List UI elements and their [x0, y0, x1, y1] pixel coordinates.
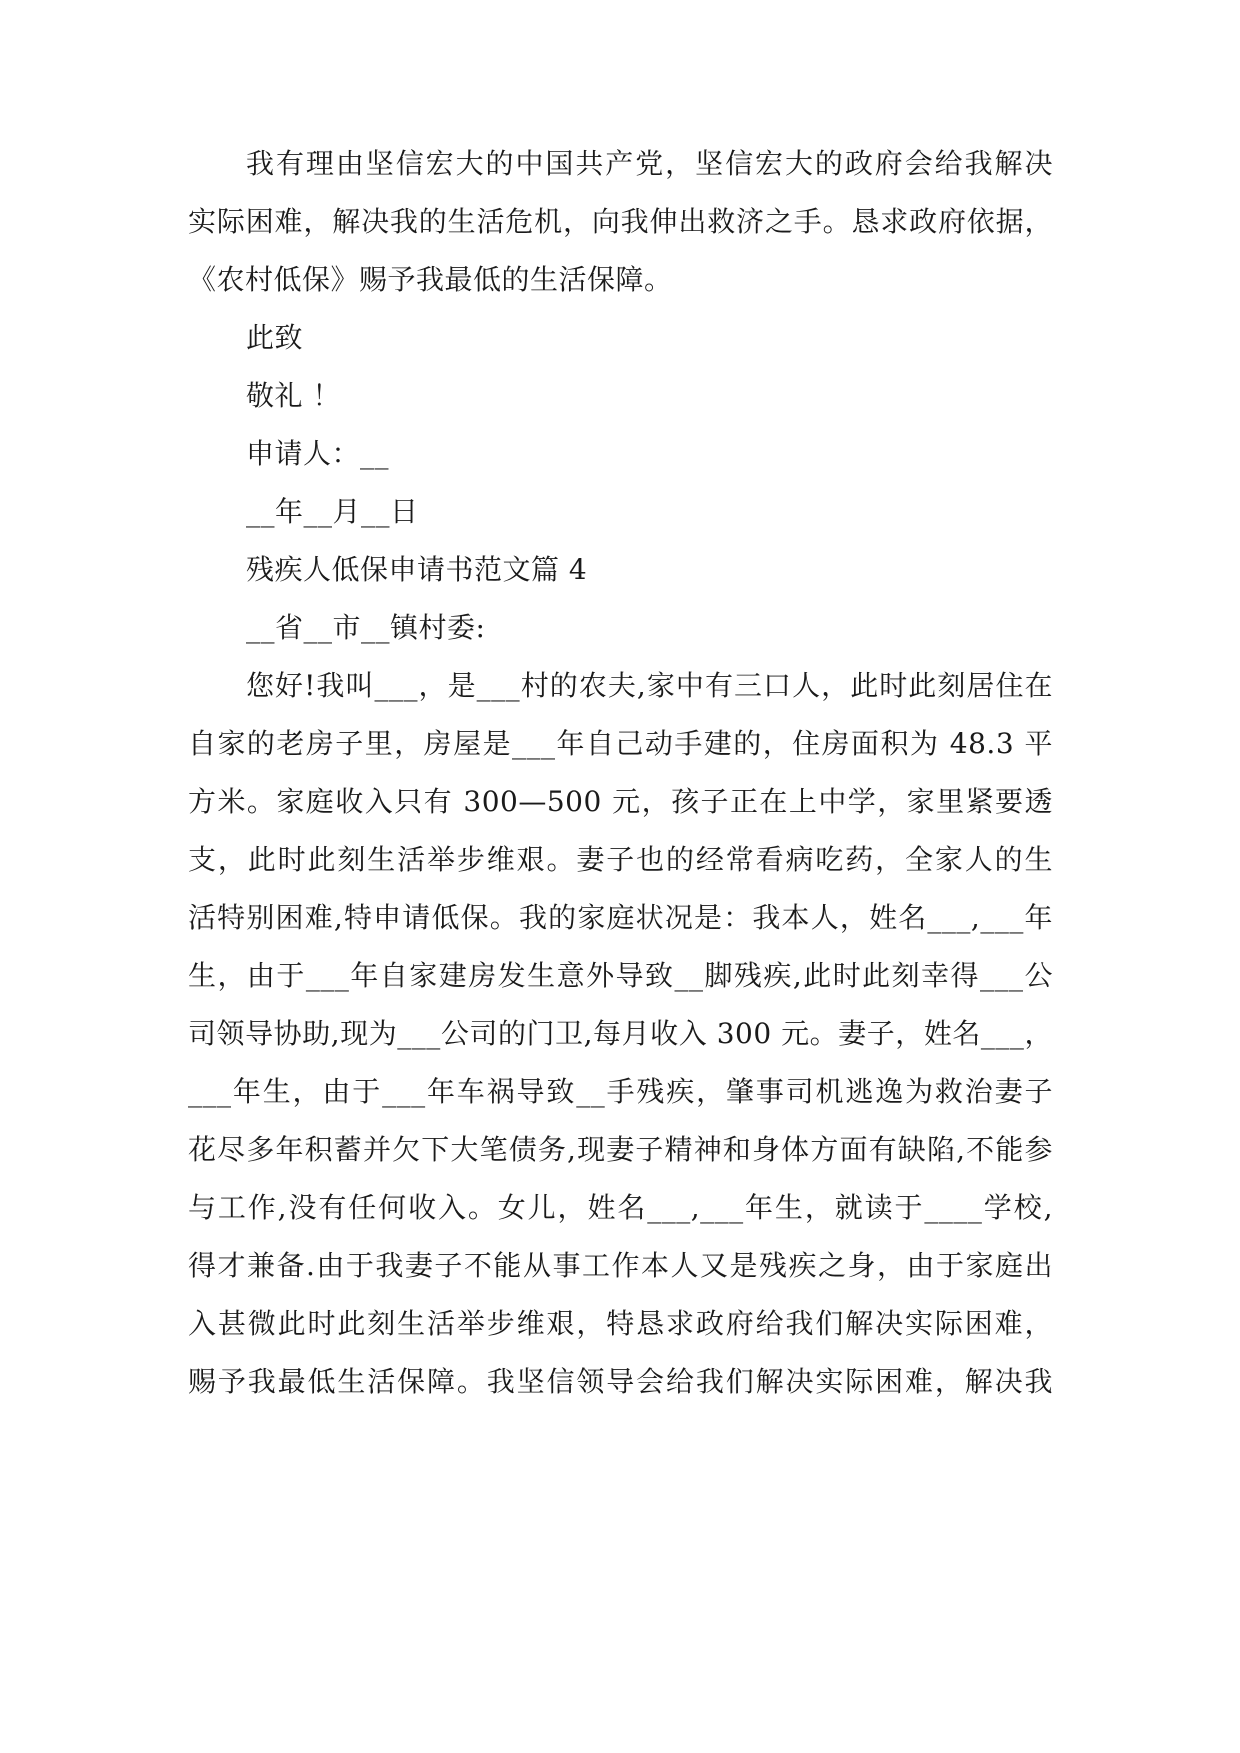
paragraph-line: 入甚微此时此刻生活举步维艰，特恳求政府给我们解决实际困难，: [188, 1307, 1053, 1340]
paragraph-line: ___年生，由于___年车祸导致__手残疾，肇事司机逃逸为救治妻子: [188, 1075, 1053, 1108]
paragraph-line: 支，此时此刻生活举步维艰。妻子也的经常看病吃药，全家人的生: [188, 843, 1053, 876]
paragraph-line: 活特别困难,特申请低保。我的家庭状况是：我本人，姓名___,___年: [188, 901, 1053, 934]
salutation-line: 此致: [246, 321, 304, 354]
applicant-line: 申请人：__: [246, 437, 390, 470]
paragraph-line: 方米。家庭收入只有 300—500 元，孩子正在上中学，家里紧要透: [188, 785, 1053, 818]
section-heading: 残疾人低保申请书范文篇 4: [246, 553, 588, 586]
paragraph-line: 得才兼备.由于我妻子不能从事工作本人又是残疾之身，由于家庭出: [188, 1249, 1053, 1282]
paragraph-line: 生，由于___年自家建房发生意外导致__脚残疾,此时此刻幸得___公: [188, 959, 1053, 992]
paragraph-line: 花尽多年积蓄并欠下大笔债务,现妻子精神和身体方面有缺陷,不能参: [188, 1133, 1053, 1166]
paragraph-line: 我有理由坚信宏大的中国共产党，坚信宏大的政府会给我解决: [246, 147, 1053, 180]
salutation-line: 敬礼 ！: [246, 379, 341, 412]
paragraph-line: 司领导协助,现为___公司的门卫,每月收入 300 元。妻子，姓名___，: [188, 1017, 1053, 1050]
addressee-line: __省__市__镇村委:: [246, 611, 486, 644]
paragraph-line: 与工作,没有任何收入。女儿，姓名___,___年生，就读于____学校,: [188, 1191, 1053, 1224]
date-line: __年__月__日: [246, 495, 419, 528]
paragraph-line: 赐予我最低生活保障。我坚信领导会给我们解决实际困难，解决我: [188, 1365, 1053, 1398]
paragraph-line: 您好!我叫___，是___村的农夫,家中有三口人，此时此刻居住在: [246, 669, 1053, 702]
paragraph-line: 实际困难，解决我的生活危机，向我伸出救济之手。恳求政府依据，: [188, 205, 1053, 238]
paragraph-line: 自家的老房子里，房屋是___年自己动手建的，住房面积为 48.3 平: [188, 727, 1053, 760]
paragraph-line: 《农村低保》赐予我最低的生活保障。: [188, 263, 673, 296]
